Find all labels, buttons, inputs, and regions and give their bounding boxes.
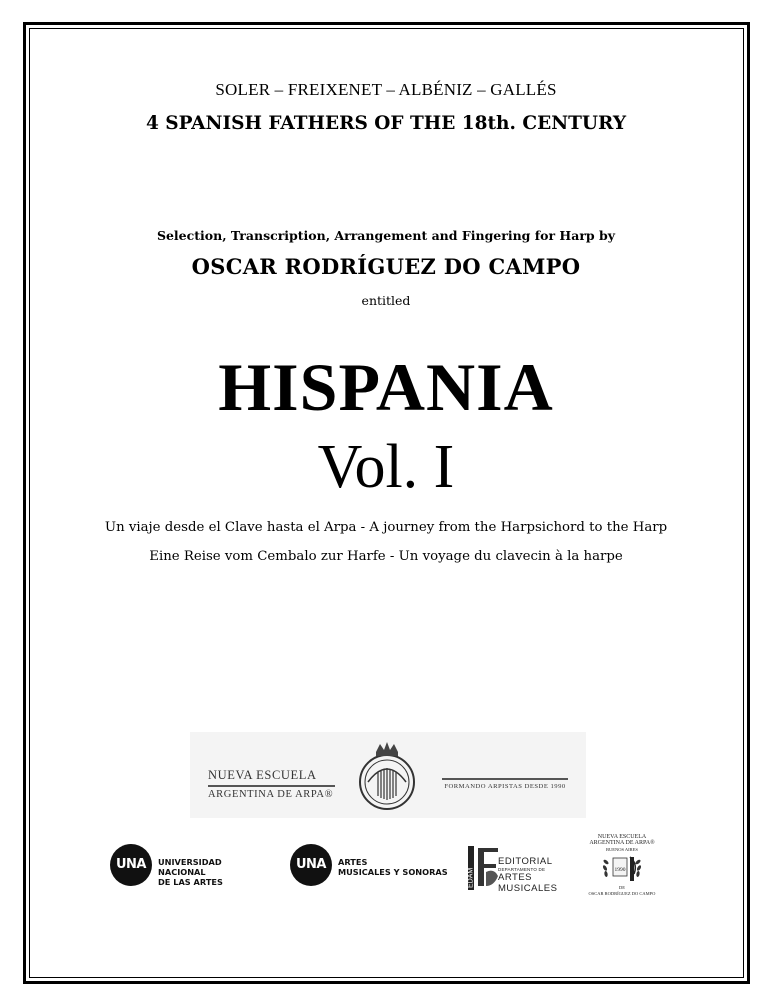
edam-emblem-icon (468, 842, 502, 892)
una-mark: UNA (110, 844, 152, 886)
una-universidad-logo (110, 844, 270, 888)
credit-line: Selection, Transcription, Arrangement and Fingering for Harp by (156, 228, 616, 243)
harp-crest-icon (356, 738, 418, 812)
una-artes-musicales-logo (290, 844, 450, 888)
tagline-1: Un viaje desde el Clave hasta el Arpa - A journey from the Harpsichord to the Harp (104, 520, 668, 535)
una-logo-text (158, 857, 270, 887)
una-artes-line2: MUSICALES Y SONORAS (338, 867, 448, 877)
composers-line: SOLER – FREIXENET – ALBÉNIZ – GALLÉS (215, 80, 557, 99)
school-banner-logo (190, 732, 586, 818)
school-motto: FORMANDO ARPISTAS DESDE 1990 (444, 782, 566, 790)
seal-line3: BUENOS AIRES (606, 846, 638, 852)
author-name: OSCAR RODRÍGUEZ DO CAMPO (191, 254, 581, 279)
edam-mark: EDAM (468, 867, 475, 888)
edam-text (498, 856, 558, 894)
seal-line2: ARGENTINA DE ARPA® (589, 840, 655, 847)
subtitle: 4 SPANISH FATHERS OF THE 18th. CENTURY (145, 113, 627, 134)
entitled-label: entitled (361, 293, 411, 308)
seal-line4: DE (619, 885, 625, 890)
seal-footer (582, 885, 662, 896)
una-artes-line1: ARTES (338, 857, 368, 867)
nueva-escuela-seal (582, 834, 662, 900)
school-name-line2: ARGENTINA DE ARPA® (208, 788, 334, 800)
seal-header (582, 834, 662, 853)
main-title: HISPANIA (218, 349, 554, 425)
edam-line2: DEPARTAMENTO DE (498, 867, 546, 872)
edam-line1: EDITORIAL (498, 856, 553, 867)
school-name-line1: NUEVA ESCUELA (208, 768, 317, 782)
school-name-block (208, 768, 335, 800)
seal-year: 1990 (614, 867, 626, 873)
edam-line3: ARTES (498, 872, 533, 883)
una-artes-text (338, 857, 448, 877)
seal-line5: OSCAR RODRÍGUEZ DO CAMPO (588, 890, 656, 896)
motto-divider (442, 778, 568, 780)
una-line2: DE LAS ARTES (158, 877, 223, 887)
volume-title: Vol. I (317, 433, 455, 501)
una-line1: UNIVERSIDAD NACIONAL (158, 857, 222, 877)
una-mark: UNA (290, 844, 332, 886)
seal-line1: NUEVA ESCUELA (597, 834, 647, 840)
edam-line4: MUSICALES (498, 883, 558, 894)
school-divider (208, 785, 335, 787)
tagline-2: Eine Reise vom Cembalo zur Harfe - Un voyage du clavecin à la harpe (149, 549, 623, 564)
edam-editorial-logo (468, 842, 558, 892)
school-motto-block (442, 778, 568, 790)
